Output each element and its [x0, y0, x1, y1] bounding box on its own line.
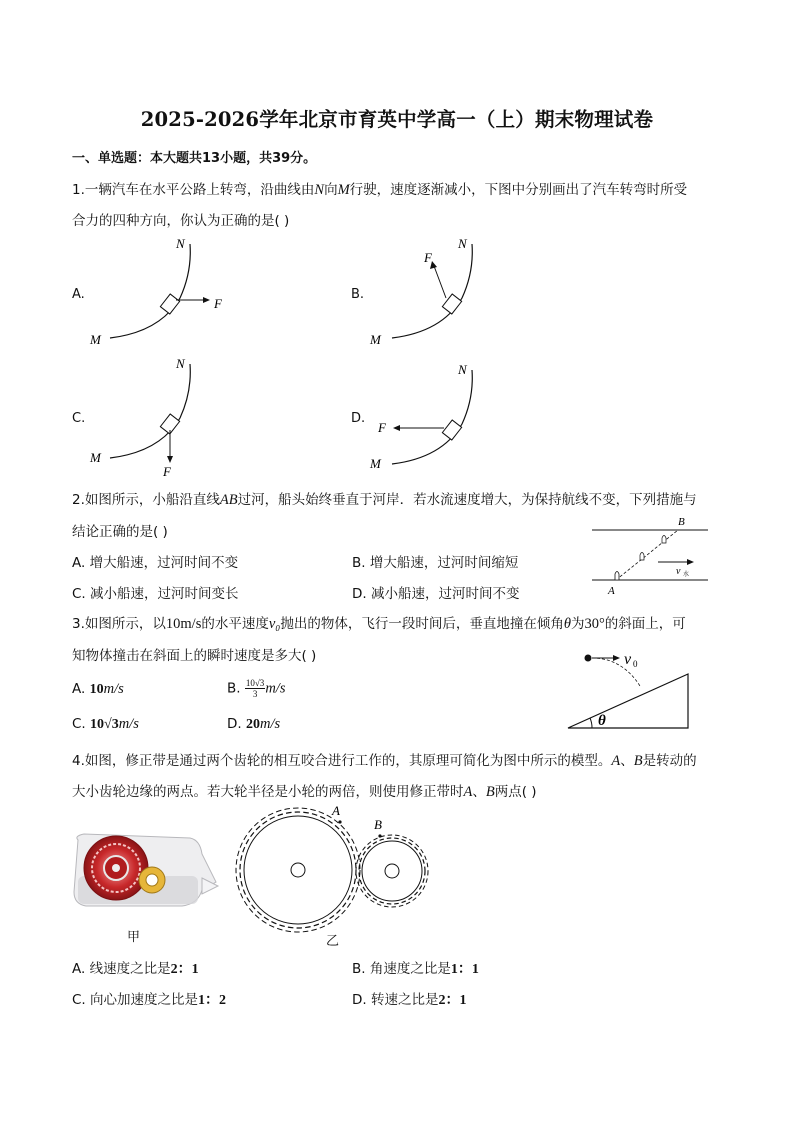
q4-option-d — [352, 988, 466, 1009]
q4-b-label: B. 角速度之比是 — [352, 961, 451, 977]
q1c-f-label: F — [163, 464, 171, 479]
q2-river-diagram — [588, 512, 713, 598]
q4-b: B — [633, 753, 643, 769]
q2-b-label: B — [678, 516, 685, 528]
q3-text: 的斜面上，可 — [604, 616, 686, 632]
small-gear — [356, 835, 428, 907]
q3-v0-sub: 0 — [633, 659, 638, 669]
q2-a-label: A — [608, 585, 615, 597]
q1a-m-label: M — [90, 332, 101, 347]
q3-a-val: 10 — [89, 682, 104, 697]
q3-speed: 10m/s — [165, 616, 202, 632]
q4-fig-yi-label: 乙 — [326, 934, 340, 949]
q4-gears-diagram — [230, 798, 440, 944]
q2-ab: AB — [219, 492, 238, 508]
q1c-m-label: M — [90, 450, 101, 465]
q3-angle: 30° — [584, 616, 605, 632]
q1-option-b-label: B. — [351, 287, 365, 302]
q1-stem-line1 — [72, 178, 687, 199]
q4-a: A — [611, 753, 621, 769]
q3-theta-label: θ — [598, 713, 606, 729]
q4-option-c — [72, 988, 226, 1009]
q3-option-a — [72, 681, 124, 698]
q1-n: N — [314, 182, 325, 198]
q4-option-a — [72, 957, 199, 978]
q4-b: B — [485, 784, 495, 800]
section-heading: 一、单选题：本大题共13小题，共39分。 — [72, 151, 317, 166]
q4-text: 两点( ) — [494, 784, 537, 800]
q1a-n-label: N — [176, 236, 185, 251]
q4-text: 4.如图，修正带是通过两个齿轮的相互咬合进行工作的，其原理可简化为图中所示的模型。 — [72, 753, 612, 769]
q4-a: A — [463, 784, 473, 800]
q3-b-label: B. — [227, 680, 241, 697]
q3-a-label: A. — [72, 681, 86, 697]
q1-option-d-label: D. — [351, 411, 366, 426]
q1-diagram-a — [80, 232, 260, 352]
q3-b-unit: m/s — [265, 680, 286, 697]
q3-incline-diagram — [562, 644, 697, 732]
q3-v0: v₀ — [268, 616, 281, 632]
q1b-f-label: F — [424, 250, 432, 265]
q3-b-den: 3 — [252, 689, 258, 699]
q4-d-label: D. 转速之比是 — [352, 992, 439, 1008]
q4-point-b-label: B — [374, 817, 382, 832]
q3-text: 为 — [570, 616, 585, 632]
q2-option-d: D. 减小船速，过河时间不变 — [352, 586, 520, 602]
q3-b-fraction — [245, 678, 265, 699]
q1d-n-label: N — [458, 362, 467, 377]
q1d-f-label: F — [378, 420, 386, 435]
q2-v-label: v — [676, 566, 681, 577]
q4-a-val: 2：1 — [170, 962, 199, 977]
q1-diagram-b — [362, 232, 542, 352]
q3-theta: θ — [563, 616, 571, 632]
q3-text: 的水平速度 — [201, 616, 269, 632]
q3-d-unit: m/s — [259, 716, 281, 732]
q3-option-d — [227, 716, 280, 733]
q4-c-label: C. 向心加速度之比是 — [72, 992, 199, 1008]
q4-stem-line1 — [72, 749, 697, 770]
q1-option-c-label: C. — [72, 411, 86, 426]
q2-stem-line2: 结论正确的是( ) — [72, 524, 168, 540]
q3-d-val: 20 — [245, 717, 260, 732]
q3-stem-line1 — [72, 612, 686, 633]
q3-v0-label: v — [624, 651, 632, 668]
q3-text: 抛出的物体，飞行一段时间后，垂直地撞在倾角 — [280, 616, 564, 632]
q4-d-val: 2：1 — [438, 993, 467, 1008]
q1d-m-label: M — [370, 456, 381, 471]
q3-option-b — [227, 678, 285, 699]
q2-v-sub: 水 — [683, 572, 690, 578]
q4-text: 大小齿轮边缘的两点。若大轮半径是小轮的两倍，则使用修正带时 — [72, 784, 464, 800]
q1-text: 行驶，速度逐渐减小，下图中分别画出了汽车转弯时所受 — [349, 182, 688, 198]
large-gear — [236, 808, 360, 932]
q2-stem-line1 — [72, 488, 697, 509]
q1b-n-label: N — [458, 236, 467, 251]
q4-c-val: 1：2 — [198, 993, 227, 1008]
q4-sep: 、 — [620, 753, 634, 769]
q1-text: 1.一辆汽车在水平公路上转弯，沿曲线由 — [72, 182, 315, 198]
q1b-m-label: M — [370, 332, 381, 347]
q2-option-b: B. 增大船速，过河时间缩短 — [352, 555, 519, 571]
q1-option-a-label: A. — [72, 287, 85, 302]
q4-text: 是转动的 — [642, 753, 697, 769]
q1-text: 向 — [324, 182, 338, 198]
q3-text: 3.如图所示，以 — [72, 616, 166, 632]
q3-b-num: 10√3 — [245, 678, 265, 688]
q2-option-c: C. 减小船速，过河时间变长 — [72, 586, 239, 602]
q1-diagram-c — [80, 352, 260, 482]
q2-text: 过河，船头始终垂直于河岸．若水流速度增大，为保持航线不变，下列措施与 — [237, 492, 697, 508]
q2-text: 2.如图所示，小船沿直线 — [72, 492, 220, 508]
q3-stem-line2: 知物体撞击在斜面上的瞬时速度是多大( ) — [72, 648, 317, 664]
q1c-n-label: N — [176, 356, 185, 371]
q1-m: M — [337, 182, 350, 198]
q4-sep: 、 — [472, 784, 486, 800]
q3-c-unit: m/s — [118, 716, 139, 732]
q4-option-b — [352, 957, 479, 978]
q4-fig-jia-label: 甲 — [127, 930, 141, 945]
q3-option-c — [72, 716, 139, 733]
q3-d-label: D. — [227, 716, 242, 732]
q3-a-unit: m/s — [103, 681, 124, 697]
q1-stem-line2: 合力的四种方向，你认为正确的是( ) — [72, 213, 290, 229]
q4-b-val: 1：1 — [450, 962, 479, 977]
q3-c-val: 10√3 — [90, 717, 119, 732]
q4-point-a-label: A — [332, 803, 340, 818]
q1a-f-label: F — [214, 296, 222, 311]
q3-c-label: C. — [72, 716, 86, 732]
q2-option-a: A. 增大船速，过河时间不变 — [72, 555, 239, 571]
q4-a-label: A. 线速度之比是 — [72, 961, 171, 977]
page-title: 2025-2026学年北京市育英中学高一（上）期末物理试卷 — [140, 108, 654, 131]
q4-correction-tape-photo — [70, 824, 220, 914]
q1-diagram-d — [362, 358, 542, 478]
